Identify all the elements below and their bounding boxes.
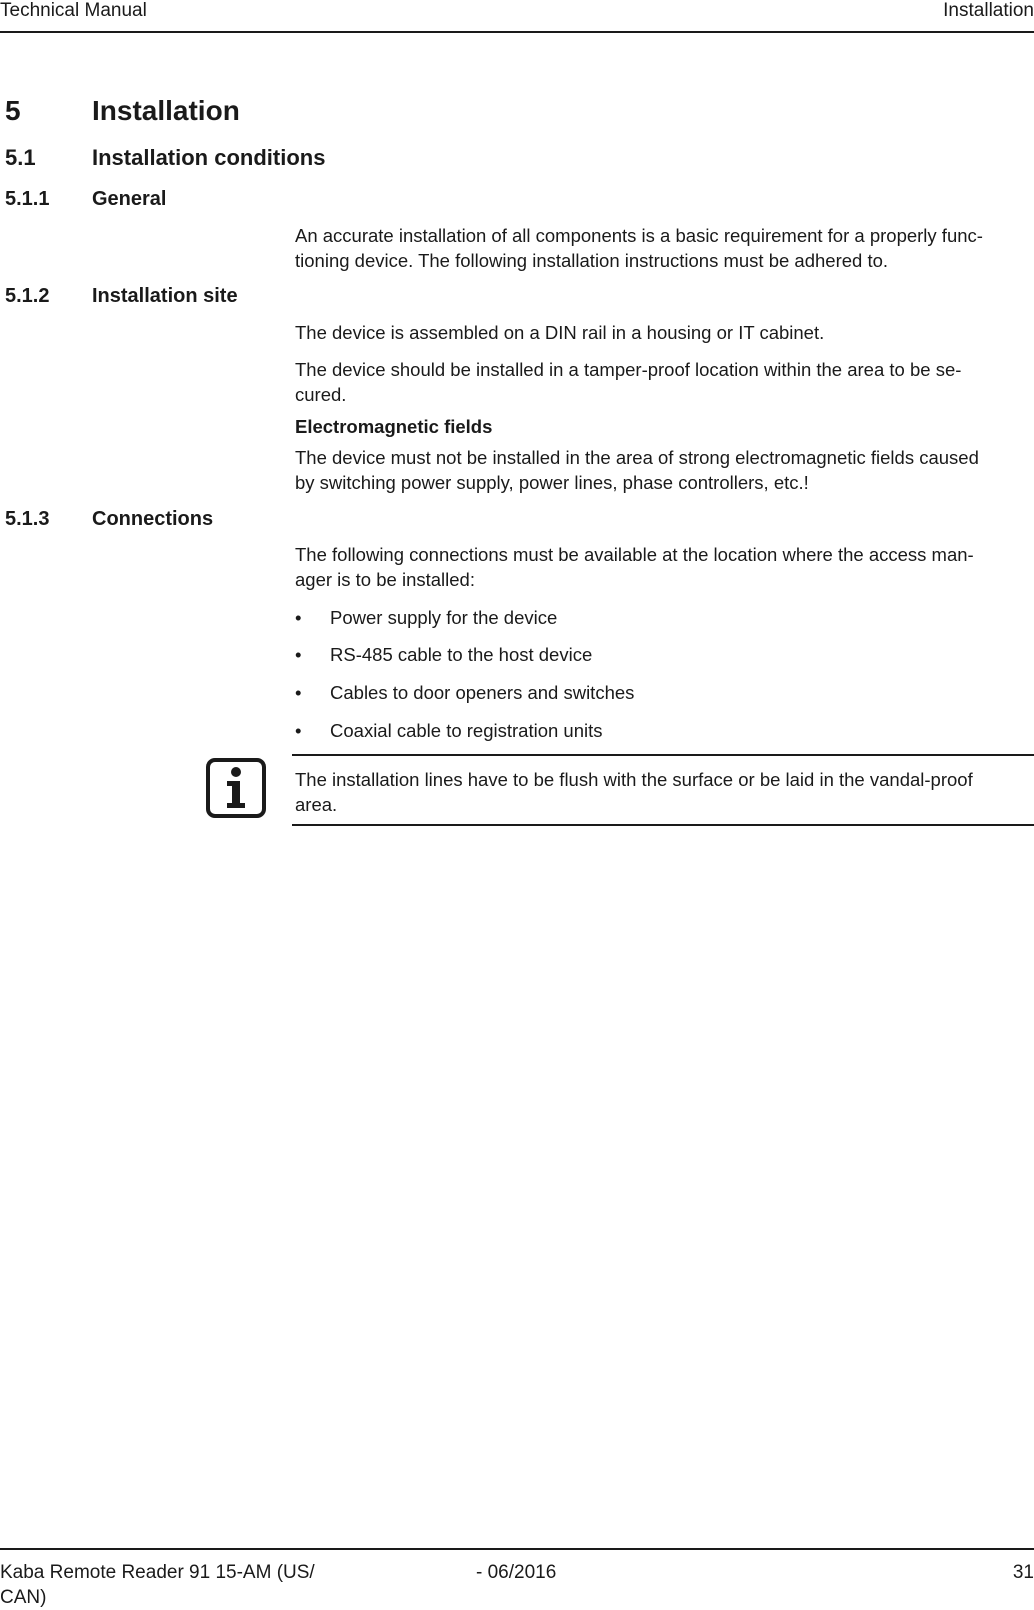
running-header-left: Technical Manual: [0, 0, 147, 21]
section-5-1-1-number: 5.1.1: [5, 188, 50, 210]
list-item: Coaxial cable to registration units: [330, 720, 603, 741]
section-5-1-number: 5.1: [5, 145, 36, 170]
general-paragraph-line-2: tioning device. The following installation instructions must be adhered to.: [295, 250, 889, 271]
connections-paragraph-line-1: The following connections must be available at the location where the access man-: [295, 544, 974, 565]
footer-divider: [0, 1548, 1034, 1550]
bullet-marker: •: [295, 720, 302, 741]
note-text-line-2: area.: [295, 794, 338, 815]
section-5-number: 5: [5, 95, 21, 126]
header-divider: [0, 31, 1034, 33]
section-5-1-1-title: General: [92, 188, 167, 210]
general-paragraph-line-1: An accurate installation of all components is a basic requirement for a properly func-: [295, 225, 983, 246]
connections-paragraph-line-2: ager is to be installed:: [295, 569, 475, 590]
electromagnetic-subheading: Electromagnetic fields: [295, 416, 493, 437]
section-5-title: Installation: [92, 95, 240, 126]
footer-product-line-2: CAN): [0, 1587, 47, 1608]
note-text-line-1: The installation lines have to be flush with the surface or be laid in the vandal-proof: [295, 769, 973, 790]
section-5-1-3-number: 5.1.3: [5, 508, 50, 530]
list-item: Power supply for the device: [330, 607, 558, 628]
running-header-right: Installation: [943, 0, 1034, 21]
footer-product-line-1: Kaba Remote Reader 91 15-AM (US/: [0, 1562, 315, 1583]
site-paragraph-1: The device is assembled on a DIN rail in a housing or IT cabinet.: [295, 322, 825, 343]
section-5-1-3-title: Connections: [92, 508, 214, 530]
site-paragraph-2-line-1: The device should be installed in a tamper-proof location within the area to be se-: [295, 359, 962, 380]
electromagnetic-paragraph-line-1: The device must not be installed in the area of strong electromagnetic fields caused: [295, 447, 979, 468]
section-5-1-2-title: Installation site: [92, 285, 238, 307]
info-icon: [206, 758, 266, 818]
note-top-rule: [292, 754, 1034, 756]
list-item: Cables to door openers and switches: [330, 682, 635, 703]
electromagnetic-paragraph-line-2: by switching power supply, power lines, phase controllers, etc.!: [295, 472, 809, 493]
section-5-1-title: Installation conditions: [92, 145, 326, 170]
bullet-marker: •: [295, 644, 302, 665]
bullet-marker: •: [295, 607, 302, 628]
footer-date: - 06/2016: [476, 1562, 557, 1583]
note-bottom-rule: [292, 824, 1034, 826]
site-paragraph-2-line-2: cured.: [295, 384, 347, 405]
bullet-marker: •: [295, 682, 302, 703]
list-item: RS-485 cable to the host device: [330, 644, 593, 665]
page-number: 31: [1012, 1562, 1034, 1583]
section-5-1-2-number: 5.1.2: [5, 285, 50, 307]
